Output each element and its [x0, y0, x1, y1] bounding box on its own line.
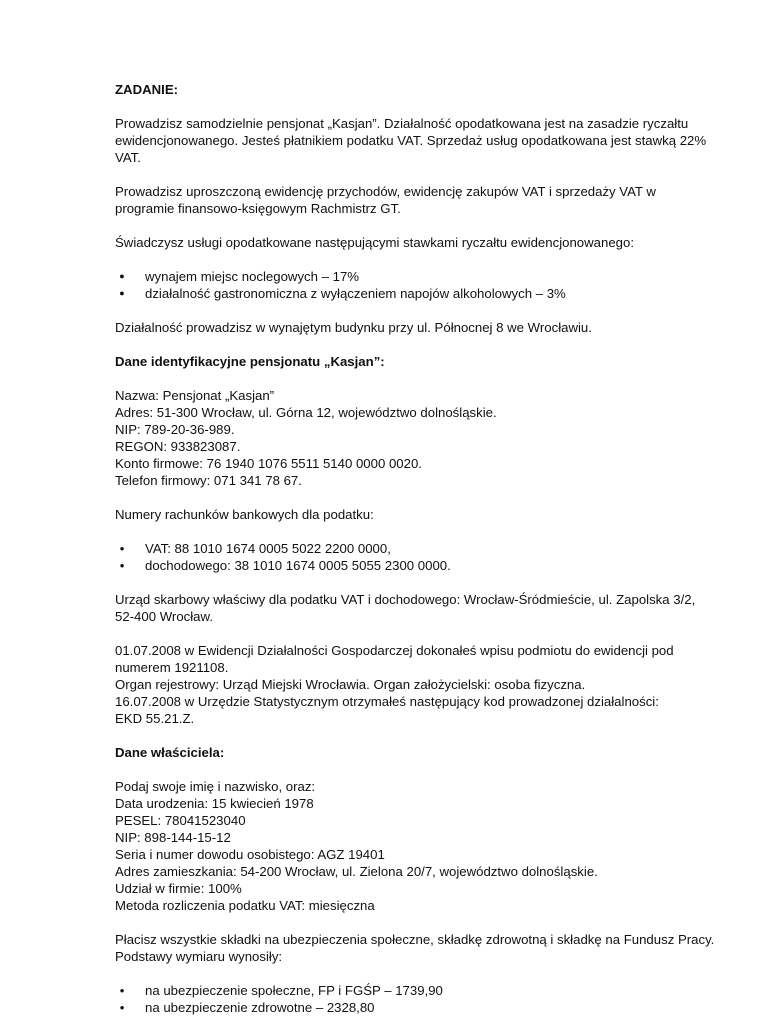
owner-line: Udział w firmie: 100%: [115, 881, 242, 896]
contributions-paragraph: Płacisz wszystkie składki na ubezpieczenia społeczne, składkę zdrowotną i składkę na Fundusz Pracy. Podstawy wymiaru wynosiły:: [115, 932, 715, 964]
company-name: Nazwa: Pensjonat „Kasjan”: [115, 388, 275, 403]
company-heading: Dane identyfikacyjne pensjonatu „Kasjan”:: [115, 354, 385, 369]
bullet-icon: •: [119, 1000, 125, 1015]
tax-office-paragraph: Urząd skarbowy właściwy dla podatku VAT i dochodowego: Wrocław-Śródmieście, ul. Zapolska 3/2, 52-400 Wrocław.: [115, 592, 696, 624]
intro-paragraph-2: Prowadzisz uproszczoną ewidencję przychodów, ewidencję zakupów VAT i sprzedaży VAT w programie finansowo-księgowym Rachmistrz GT.: [115, 184, 656, 216]
bullet-icon: •: [119, 541, 125, 556]
list-item: [115, 982, 715, 999]
owner-line: Metoda rozliczenia podatku VAT: miesięczna: [115, 898, 375, 913]
owner-line: NIP: 898-144-15-12: [115, 830, 231, 845]
company-details: [115, 387, 715, 489]
intro-paragraph-3: Świadczysz usługi opodatkowane następującymi stawkami ryczałtu ewidencjonowanego:: [115, 235, 634, 250]
accounts-intro: Numery rachunków bankowych dla podatku:: [115, 507, 374, 522]
registration-details: [115, 642, 715, 727]
base-text: na ubezpieczenie zdrowotne – 2328,80: [145, 1000, 375, 1015]
registration-line: 16.07.2008 w Urzędzie Statystycznym otrzymałeś następujący kod prowadzonej działalności:: [115, 694, 659, 709]
base-text: na ubezpieczenie społeczne, FP i FGŚP – 1739,90: [145, 983, 443, 998]
bullet-icon: ●: [119, 288, 125, 298]
list-item: [115, 540, 715, 557]
location-paragraph: Działalność prowadzisz w wynajętym budynku przy ul. Północnej 8 we Wrocławiu.: [115, 320, 592, 335]
company-regon: REGON: 933823087.: [115, 439, 241, 454]
company-address: Adres: 51-300 Wrocław, ul. Górna 12, województwo dolnośląskie.: [115, 405, 497, 420]
bases-list: [115, 982, 715, 1016]
list-item: [115, 999, 715, 1016]
owner-line: PESEL: 78041523040: [115, 813, 246, 828]
registration-line: Organ rejestrowy: Urząd Miejski Wrocławia. Organ założycielski: osoba fizyczna.: [115, 677, 586, 692]
rate-text: wynajem miejsc noclegowych – 17%: [145, 269, 360, 284]
registration-line: EKD 55.21.Z.: [115, 711, 195, 726]
company-phone: Telefon firmowy: 071 341 78 67.: [115, 473, 302, 488]
document-page: [115, 81, 715, 1033]
account-text: VAT: 88 1010 1674 0005 5022 2200 0000,: [145, 541, 391, 556]
company-nip: NIP: 789-20-36-989.: [115, 422, 235, 437]
owner-line: Data urodzenia: 15 kwiecień 1978: [115, 796, 314, 811]
list-item: [115, 268, 715, 285]
registration-line: 01.07.2008 w Ewidencji Działalności Gospodarczej dokonałeś wpisu podmiotu do ewidencji pod numerem 1921108.: [115, 643, 674, 675]
accounts-list: [115, 540, 715, 574]
rate-text: działalność gastronomiczna z wyłączeniem napojów alkoholowych – 3%: [145, 286, 566, 301]
rates-list: [115, 268, 715, 302]
intro-paragraph-1: Prowadzisz samodzielnie pensjonat „Kasjan”. Działalność opodatkowana jest na zasadzie ryczałtu ewidencjonowanego. Jesteś płatnikiem podatku VAT. Sprzedaż usług opodatkowana jest stawką 22% VAT.: [115, 116, 707, 165]
bullet-icon: •: [119, 558, 125, 573]
list-item: [115, 285, 715, 302]
task-heading: ZADANIE:: [115, 82, 179, 97]
owner-heading: Dane właściciela:: [115, 745, 225, 760]
owner-details: [115, 778, 715, 914]
account-text: dochodowego: 38 1010 1674 0005 5055 2300 0000.: [145, 558, 451, 573]
owner-line: Adres zamieszkania: 54-200 Wrocław, ul. Zielona 20/7, województwo dolnośląskie.: [115, 864, 598, 879]
bullet-icon: ●: [119, 271, 125, 281]
bullet-icon: •: [119, 983, 125, 998]
company-account: Konto firmowe: 76 1940 1076 5511 5140 0000 0020.: [115, 456, 422, 471]
owner-line: Seria i numer dowodu osobistego: AGZ 19401: [115, 847, 385, 862]
owner-line: Podaj swoje imię i nazwisko, oraz:: [115, 779, 316, 794]
list-item: [115, 557, 715, 574]
